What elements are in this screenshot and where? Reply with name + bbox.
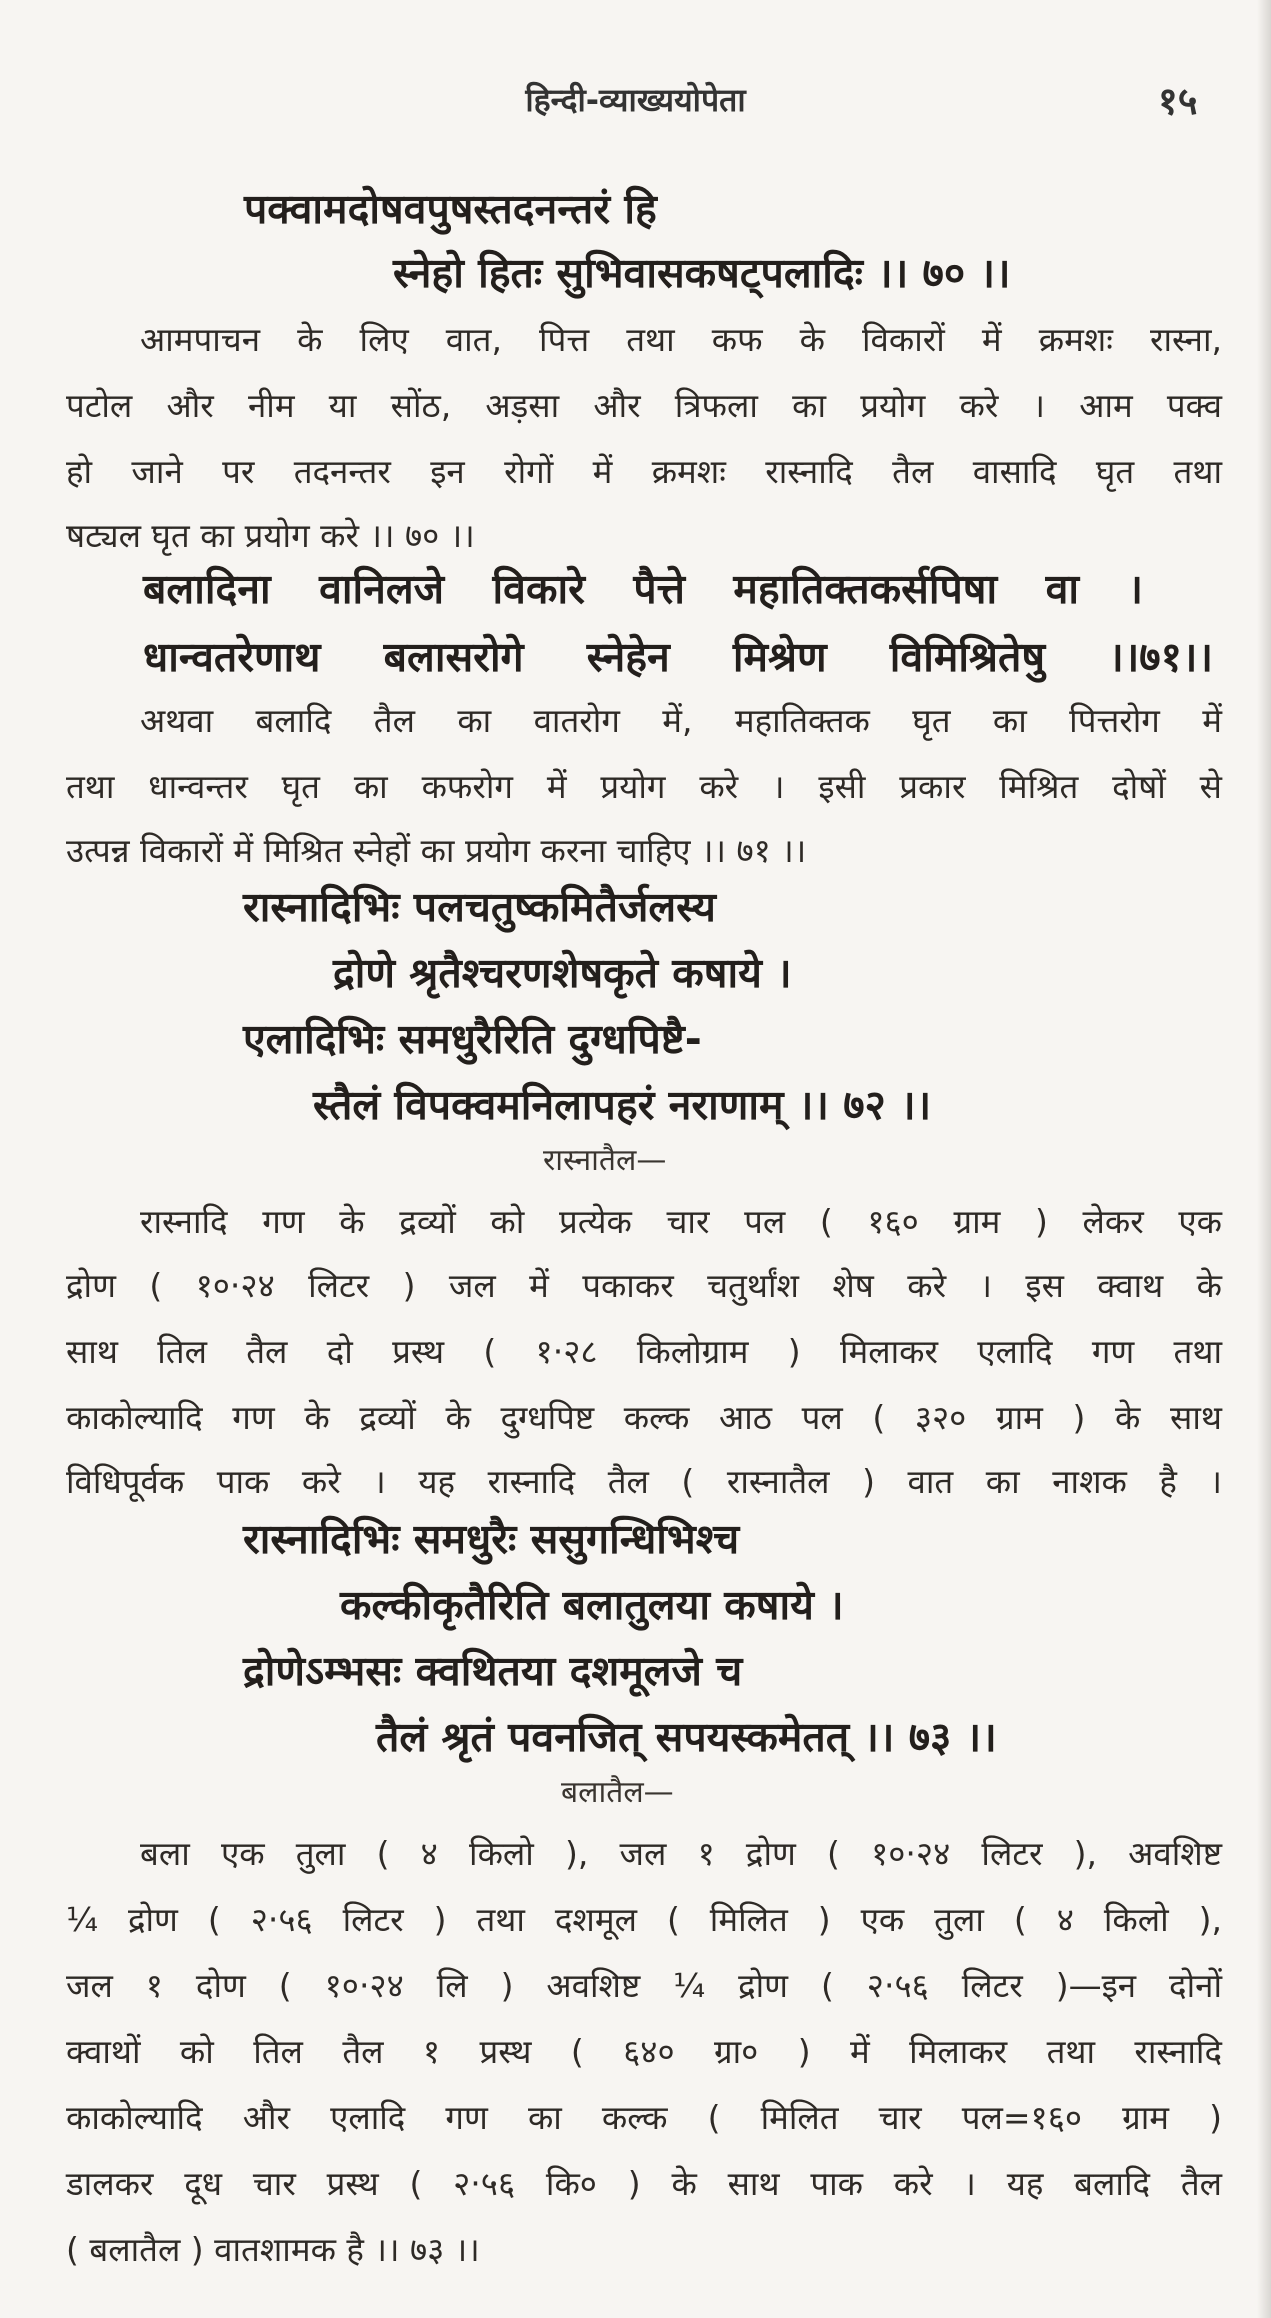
commentary-70-line-1: आमपाचन के लिए वात, पित्त तथा कफ के विकारों में क्रमशः रास्ना, — [140, 320, 1222, 359]
commentary-73-line-1: बला एक तुला ( ४ किलो ), जल १ द्रोण ( १०·२४ लिटर ), अवशिष्ट — [140, 1834, 1222, 1873]
commentary-71-line-2: तथा धान्वन्तर घृत का कफरोग में प्रयोग करे । इसी प्रकार मिश्रित दोषों से — [66, 767, 1222, 806]
commentary-70-line-3: हो जाने पर तदनन्तर इन रोगों में क्रमशः रास्नादि तैल वासादि घृत तथा — [66, 452, 1222, 491]
verse-73-line-3: द्रोणेऽम्भसः क्वथितया दशमूलजे च — [243, 1647, 743, 1695]
verse-73-line-4: तैलं श्रृतं पवनजित् सपयस्कमेतत् ।। ७३ ।। — [376, 1713, 997, 1761]
verse-71-line-1: बलादिना वानिलजे विकारे पैत्ते महातिक्तकर्सपिषा वा । — [143, 565, 1143, 613]
section-heading-bala-taila: बलातैल— — [561, 1775, 674, 1810]
page-edge-shadow — [1257, 0, 1271, 2318]
verse-71-line-2: धान्वतरेणाथ बलासरोगे स्नेहेन मिश्रेण विमिश्रितेषु ।।७१।। — [143, 633, 1213, 681]
verse-72-line-4: स्तैलं विपक्वमनिलापहरं नराणाम् ।। ७२ ।। — [313, 1081, 932, 1129]
commentary-72-line-4: काकोल्यादि गण के द्रव्यों के दुग्धपिष्ट कल्क आठ पल ( ३२० ग्राम ) के साथ — [66, 1398, 1222, 1437]
commentary-73-line-3: जल १ दोण ( १०·२४ लि ) अवशिष्ट ¼ द्रोण ( २·५६ लिटर )—इन दोनों — [66, 1966, 1222, 2005]
commentary-71-line-3: उत्पन्न विकारों में मिश्रित स्नेहों का प्रयोग करना चाहिए ।। ७१ ।। — [66, 831, 807, 870]
commentary-70-line-4: षट्यल घृत का प्रयोग करे ।। ७० ।। — [66, 516, 475, 555]
verse-70-line-1: पक्वामदोषवपुषस्तदनन्तरं हि — [244, 185, 657, 233]
verse-73-line-2: कल्कीकृतैरिति बलातुलया कषाये । — [340, 1581, 844, 1629]
running-title: हिन्दी-व्याख्ययोपेता — [525, 81, 746, 119]
commentary-71-line-1: अथवा बलादि तैल का वातरोग में, महातिक्तक घृत का पित्तरोग में — [140, 701, 1222, 740]
verse-72-line-1: रास्नादिभिः पलचतुष्कमितैर्जलस्य — [243, 883, 716, 931]
commentary-73-line-6: डालकर दूध चार प्रस्थ ( २·५६ कि० ) के साथ पाक करे । यह बलादि तैल — [66, 2164, 1222, 2203]
page-number: १५ — [1158, 79, 1198, 123]
commentary-73-line-2: ¼ द्रोण ( २·५६ लिटर ) तथा दशमूल ( मिलित ) एक तुला ( ४ किलो ), — [66, 1900, 1222, 1939]
section-heading-rasna-taila: रास्नातैल— — [543, 1143, 667, 1178]
commentary-72-line-2: द्रोण ( १०·२४ लिटर ) जल में पकाकर चतुर्थांश शेष करे । इस क्वाथ के — [66, 1266, 1222, 1305]
commentary-73-line-5: काकोल्यादि और एलादि गण का कल्क ( मिलित चार पल=१६० ग्राम ) — [66, 2098, 1222, 2137]
commentary-72-line-3: साथ तिल तैल दो प्रस्थ ( १·२८ किलोग्राम ) मिलाकर एलादि गण तथा — [66, 1332, 1222, 1371]
commentary-72-line-1: रास्नादि गण के द्रव्यों को प्रत्येक चार पल ( १६० ग्राम ) लेकर एक — [140, 1202, 1222, 1241]
commentary-72-line-5: विधिपूर्वक पाक करे । यह रास्नादि तैल ( रास्नातैल ) वात का नाशक है । — [66, 1462, 1222, 1501]
verse-72-line-3: एलादिभिः समधुरैरिति दुग्धपिष्टै- — [243, 1015, 702, 1063]
verse-72-line-2: द्रोणे श्रृतैश्चरणशेषकृते कषाये । — [333, 949, 792, 997]
commentary-73-line-7: ( बलातैल ) वातशामक है ।। ७३ ।। — [66, 2230, 480, 2269]
commentary-70-line-2: पटोल और नीम या सोंठ, अड़सा और त्रिफला का प्रयोग करे । आम पक्व — [66, 386, 1222, 425]
verse-70-line-2: स्नेहो हितः सुभिवासकषट्पलादिः ।। ७० ।। — [393, 249, 1011, 297]
commentary-73-line-4: क्वाथों को तिल तैल १ प्रस्थ ( ६४० ग्रा० ) में मिलाकर तथा रास्नादि — [66, 2032, 1222, 2071]
verse-73-line-1: रास्नादिभिः समधुरैः ससुगन्धिभिश्च — [243, 1515, 740, 1563]
